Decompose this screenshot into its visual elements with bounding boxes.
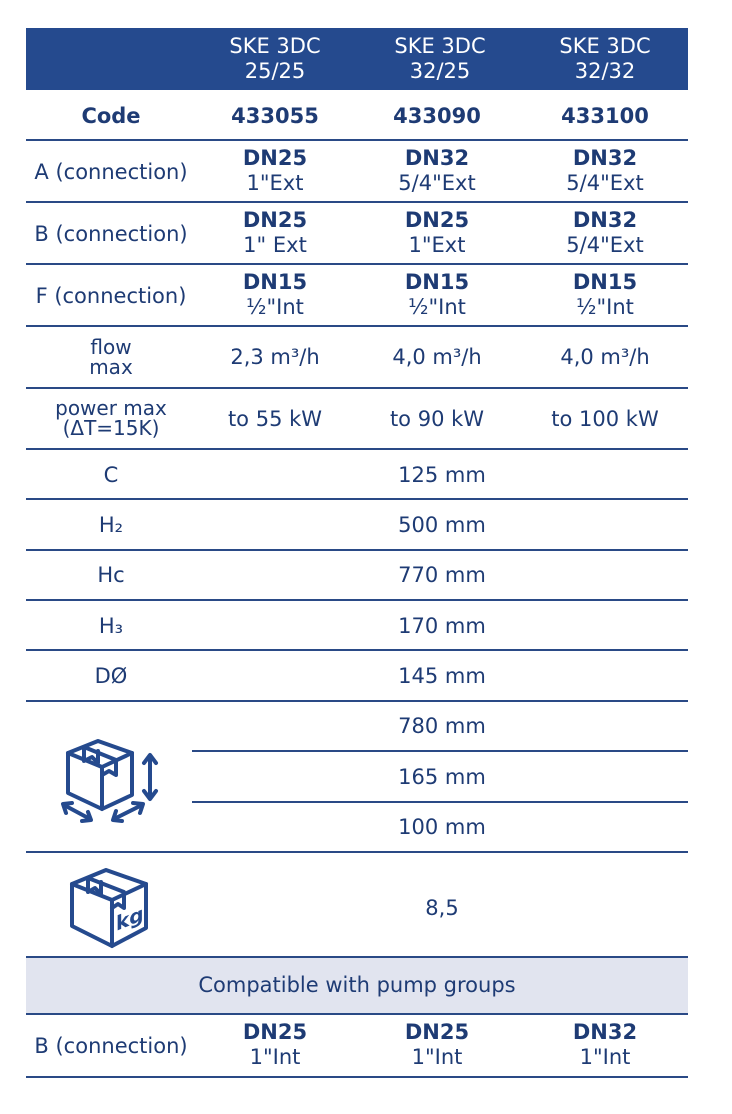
dimension-row-h3 (26, 600, 688, 650)
header-col-1-line2: 25/25 (244, 59, 306, 83)
power-max-value-3: to 100 kW (551, 407, 659, 431)
dimension-row-h2 (26, 499, 688, 549)
divider (26, 1076, 688, 1078)
dn-value: DN25 (404, 208, 470, 232)
dn-value: DN15 (404, 270, 470, 294)
dn-value: DN25 (242, 146, 308, 170)
thread-value: 1"Int (579, 1045, 631, 1069)
dimension-label: H₃ (98, 614, 124, 638)
power-max-label (26, 398, 196, 438)
divider (26, 956, 688, 958)
flow-max-row (26, 326, 688, 388)
code-label: Code (81, 104, 141, 128)
flow-max-value-3: 4,0 m³/h (560, 345, 650, 369)
dimension-value: 170 mm (398, 614, 486, 638)
dn-value: DN15 (572, 270, 638, 294)
dimension-label: C (103, 463, 119, 487)
header-col-3-line2: 32/32 (574, 59, 636, 83)
header-col-2 (365, 34, 515, 84)
compatible-band (26, 957, 688, 1013)
dimension-row-hc (26, 549, 688, 600)
a-connection-row (26, 140, 688, 202)
thread-value: 5/4"Ext (566, 233, 644, 257)
thread-value: 1" Ext (243, 233, 307, 257)
thread-value: 1"Int (411, 1045, 463, 1069)
thread-value: 1"Int (249, 1045, 301, 1069)
thread-value: 5/4"Ext (398, 171, 476, 195)
flow-max-value-2: 4,0 m³/h (392, 345, 482, 369)
pump-b-connection-value-2 (362, 1020, 512, 1070)
dn-value: DN32 (572, 146, 638, 170)
a-connection-value-1 (200, 146, 350, 196)
header-col-2-line1: SKE 3DC (394, 34, 486, 58)
f-connection-row (26, 264, 688, 326)
dn-value: DN15 (242, 270, 308, 294)
a-connection-value-3 (530, 146, 680, 196)
f-connection-label: F (connection) (35, 284, 187, 308)
dimension-value: 145 mm (398, 664, 486, 688)
pump-b-connection-value-1 (200, 1020, 350, 1070)
dn-value: DN32 (572, 1020, 638, 1044)
flow-max-label-line2: max (89, 355, 133, 379)
header-col-2-line2: 32/25 (409, 59, 471, 83)
a-connection-value-2 (362, 146, 512, 196)
dimension-value: 770 mm (398, 563, 486, 587)
dimension-row-d (26, 650, 688, 700)
kg-label: kg (116, 900, 144, 937)
package-width-value: 100 mm (398, 815, 486, 839)
f-connection-value-1 (200, 270, 350, 320)
divider (192, 801, 688, 803)
dn-value: DN25 (404, 1020, 470, 1044)
header-col-1-line1: SKE 3DC (229, 34, 321, 58)
package-dimensions-icon (54, 727, 166, 827)
thread-value: 1"Ext (246, 171, 304, 195)
dn-value: DN25 (242, 1020, 308, 1044)
power-max-label-line1: power max (55, 396, 167, 420)
header-col-1 (200, 34, 350, 84)
package-height-value: 165 mm (398, 765, 486, 789)
pump-b-connection-label: B (connection) (34, 1034, 188, 1058)
dimension-value: 125 mm (398, 463, 486, 487)
pump-b-connection-value-3 (530, 1020, 680, 1070)
dimension-label: DØ (94, 664, 128, 688)
thread-value: ½"Int (246, 295, 304, 319)
power-max-value-1: to 55 kW (227, 407, 323, 431)
f-connection-value-2 (362, 270, 512, 320)
thread-value: 1"Ext (408, 233, 466, 257)
dimension-row-c (26, 449, 688, 499)
flow-max-value-1: 2,3 m³/h (230, 345, 320, 369)
pump-b-connection-row (26, 1014, 688, 1076)
thread-value: 5/4"Ext (566, 171, 644, 195)
dimension-label: Hc (97, 563, 125, 587)
header-col-3-line1: SKE 3DC (559, 34, 651, 58)
b-connection-value-3 (530, 208, 680, 258)
package-weight-icon (68, 862, 152, 950)
power-max-value-2: to 90 kW (389, 407, 485, 431)
flow-max-label (26, 337, 196, 377)
dn-value: DN32 (404, 146, 470, 170)
b-connection-label: B (connection) (34, 222, 188, 246)
dn-value: DN25 (242, 208, 308, 232)
dimension-value: 500 mm (398, 513, 486, 537)
table-header (26, 28, 688, 90)
dimension-label: H₂ (98, 513, 124, 537)
package-dimensions-row (26, 701, 688, 851)
code-value-1: 433055 (231, 104, 319, 128)
b-connection-value-1 (200, 208, 350, 258)
header-col-3 (530, 34, 680, 84)
divider (192, 750, 688, 752)
b-connection-value-2 (362, 208, 512, 258)
code-row (26, 90, 688, 140)
power-max-label-line2: (ΔT=15K) (62, 416, 160, 440)
a-connection-label: A (connection) (34, 160, 188, 184)
power-max-row (26, 388, 688, 448)
weight-row (26, 852, 688, 956)
dn-value: DN32 (572, 208, 638, 232)
package-length-value: 780 mm (398, 714, 486, 738)
thread-value: ½"Int (408, 295, 466, 319)
f-connection-value-3 (530, 270, 680, 320)
weight-value: 8,5 (425, 896, 459, 920)
flow-max-label-line1: flow (90, 335, 132, 359)
thread-value: ½"Int (576, 295, 634, 319)
compatible-title: Compatible with pump groups (198, 973, 516, 997)
code-value-3: 433100 (561, 104, 649, 128)
code-value-2: 433090 (393, 104, 481, 128)
b-connection-row (26, 202, 688, 264)
